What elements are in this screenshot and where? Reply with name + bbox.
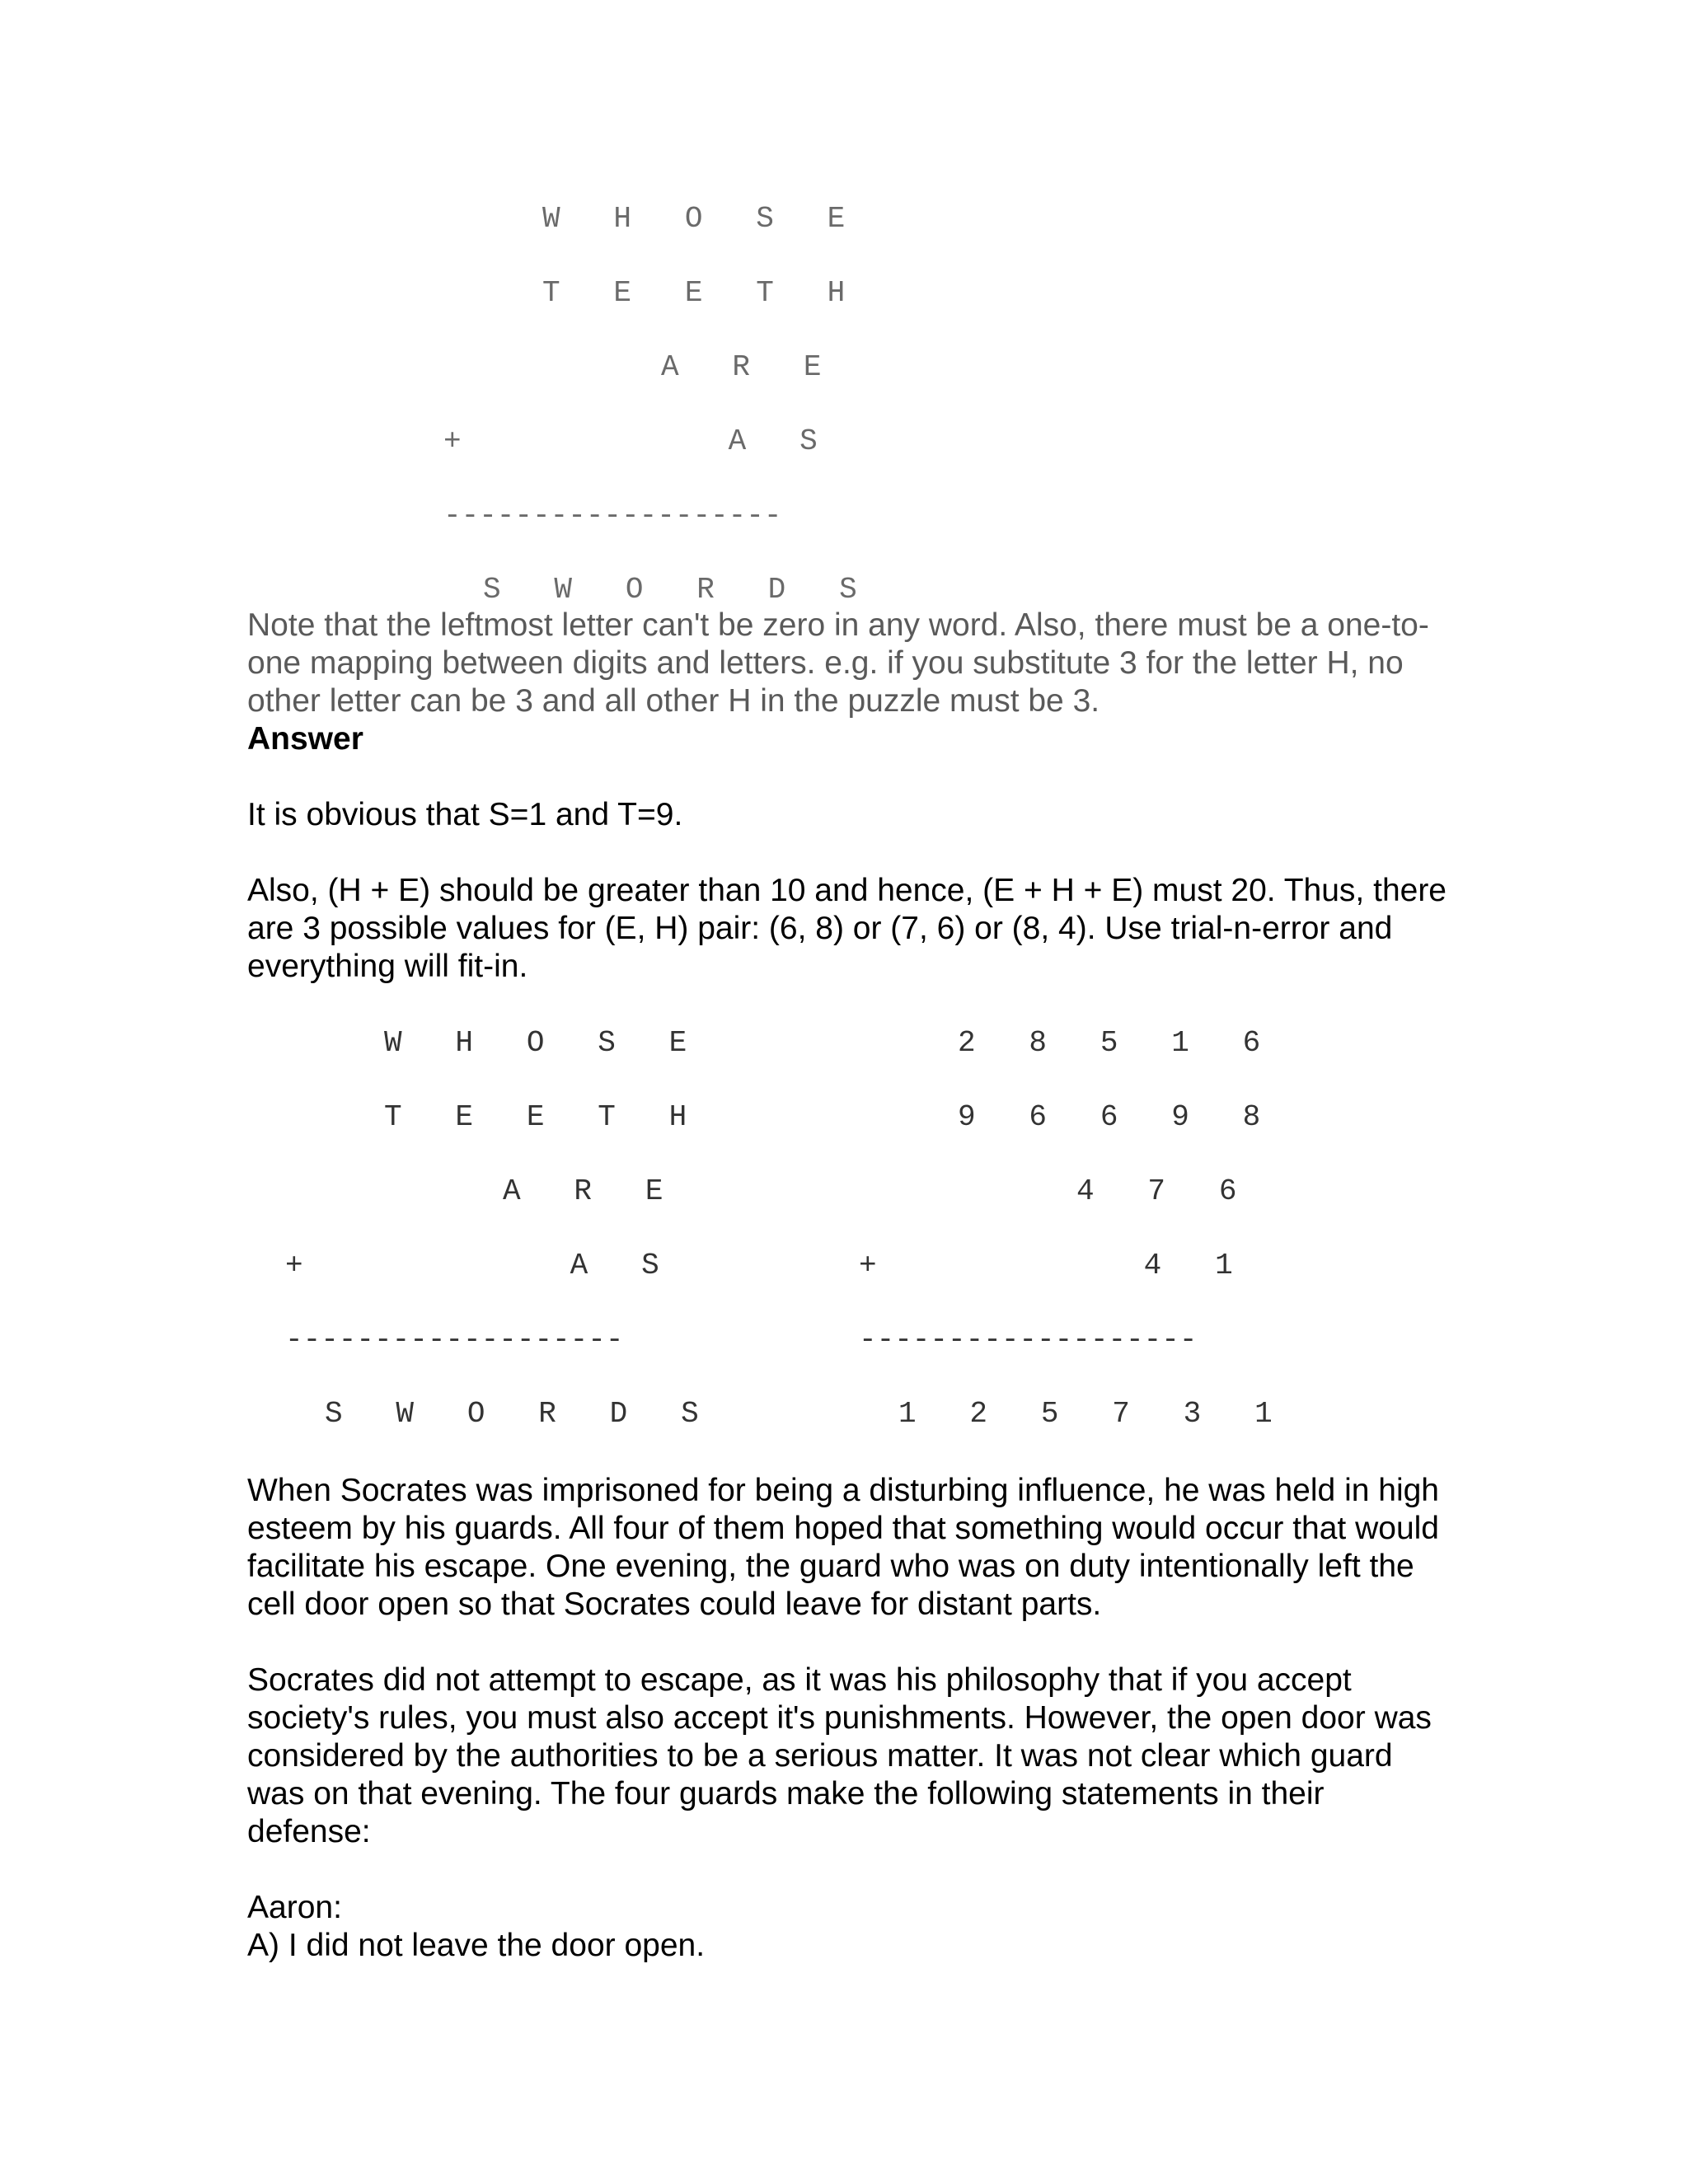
answer-paragraph-2: Also, (H + E) should be greater than 10 and hence, (E + H + E) must 20. Thus, there are 3 possible values for (E, H) pair: (6, 8) or (7, 6) or (8, 4). Use trial-n-error and everything will fit-in. [247,873,1447,984]
digits-row-2: 9 6 6 9 8 [958,1100,1261,1134]
story-paragraph-2: Socrates did not attempt to escape, as it was his philosophy that if you accept society's rules, you must also accept it's punishments. However, the open door was considered by the authorities to be a serious matter. It was not clear which guard was on that evening. The four guards make the following statements in their defense: [247,1662,1432,1849]
puzzle-row-4: + A S [443,424,818,458]
letters-divider: ------------------- [285,1323,624,1357]
digits-row-1: 2 8 5 1 6 [958,1026,1261,1060]
letters-row-3: A R E [503,1174,663,1208]
statement-a: A) I did not leave the door open. [247,1928,706,1963]
story-paragraph-1: When Socrates was imprisoned for being a disturbing influence, he was held in high esteem by his guards. All four of them hoped that something would occur that would facilitate his escape. One evening, the guard who was on duty intentionally left the cell door open so that Socrates could leave for distant parts. [247,1473,1439,1622]
puzzle-result-row: S W O R D S [483,573,857,607]
letters-row-1: W H O S E [384,1026,687,1060]
note-paragraph: Note that the leftmost letter can't be zero in any word. Also, there must be a one-to-one mapping between digits and letters. e.g. if you substitute 3 for the letter H, no other letter can be 3 and all other H in the puzzle must be 3. [247,607,1429,719]
answer-heading: Answer [247,721,363,757]
digits-result-row: 1 2 5 7 3 1 [898,1397,1273,1431]
answer-paragraph-1: It is obvious that S=1 and T=9. [247,797,683,832]
puzzle-divider: ------------------- [443,499,782,532]
letters-row-2: T E E T H [384,1100,687,1134]
letters-result-row: S W O R D S [325,1397,699,1431]
digits-divider: ------------------- [859,1323,1198,1357]
digits-row-3: 4 7 6 [1076,1174,1237,1208]
speaker-label: Aaron: [247,1890,342,1925]
digits-row-4: + 4 1 [859,1249,1233,1282]
letters-row-4: + A S [285,1249,659,1282]
puzzle-row-2: T E E T H [542,276,846,310]
puzzle-row-3: A R E [661,350,822,384]
puzzle-row-1: W H O S E [542,202,846,236]
